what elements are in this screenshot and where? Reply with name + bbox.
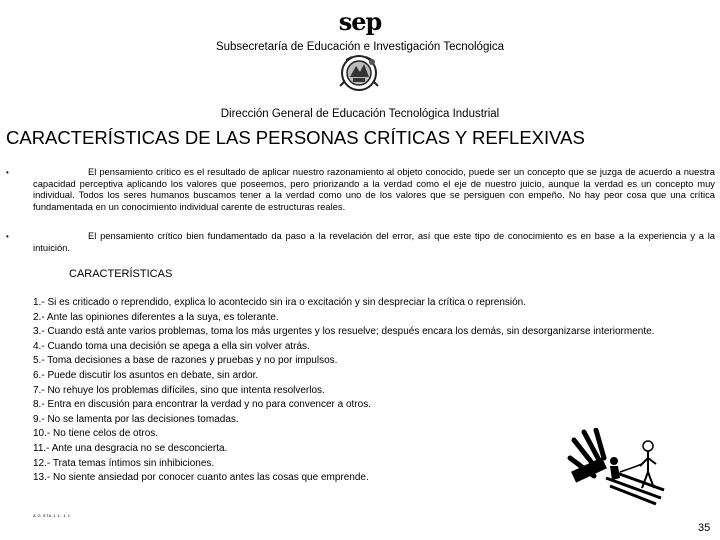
- list-item: 1.- Si es criticado o reprendido, explica lo acontecido sin ira o excitación y sin despreciar la crítica o reprensión.: [33, 297, 527, 308]
- list-item: 5.- Toma decisiones a base de razones y pruebas y no por impulsos.: [33, 355, 338, 367]
- direccion-heading: Dirección General de Educación Tecnológica Industrial: [220, 108, 500, 120]
- bullet-2: •: [6, 232, 9, 241]
- list-item: 12.- Trata temas íntimos sin inhibiciones.: [33, 457, 215, 469]
- footnote: A G STA 1 1. 1 1: [33, 513, 71, 518]
- institution-emblem-icon: [338, 52, 380, 94]
- list-item: 4.- Cuando toma una decisión se apega a ella sin volver atrás.: [33, 340, 310, 352]
- list-item: 13.- No siente ansiedad por conocer cuanto antes las cosas que emprende.: [33, 472, 369, 484]
- paragraph-1: El pensamiento crítico es el resultado de aplicar nuestro razonamiento al objeto conocido, puede ser un concepto que se juzga de acuerdo a nuestra capacidad perceptiva aplicando los valores que poseemos, pero priorizando a la verdad como el eje de nuestro juicio, aunque la verdad es un concepto muy individual. Todos los seres humanos buscamos tener a la verdad como uno de los valores que se persiguen con empeño. No hay peor cosa que una crítica fundamentada en un conocimiento individual carente de estructuras reales.: [33, 166, 715, 212]
- list-item: 6.- Puede discutir los asuntos en debate, sin ardor.: [33, 369, 259, 381]
- paragraph-2: El pensamiento crítico bien fundamentado da paso a la revelación del error, así que este tipo de conocimiento es en base a la experiencia y a la intuición.: [33, 230, 715, 253]
- characteristics-heading: CARACTERÍSTICAS: [69, 268, 173, 280]
- people-clipart-icon: [566, 428, 666, 508]
- page-title: CARACTERÍSTICAS DE LAS PERSONAS CRÍTICAS Y REFLEXIVAS: [6, 127, 585, 148]
- list-item: 2.- Ante las opiniones diferentes a la suya, es tolerante.: [33, 311, 279, 323]
- sep-logo: sep: [338, 7, 382, 36]
- list-item: 9.- No se lamenta por las decisiones tomadas.: [33, 413, 239, 425]
- list-item: 10.- No tiene celos de otros.: [33, 428, 159, 440]
- subsecretaria-heading: Subsecretaría de Educación e Investigación Tecnológica: [215, 41, 505, 53]
- bullet-1: •: [6, 168, 9, 177]
- list-item: 11.- Ante una desgracia no se desconcierta.: [33, 442, 228, 454]
- page-number: 35: [698, 522, 711, 534]
- list-item: 8.- Entra en discusión para encontrar la verdad y no para convencer a otros.: [33, 399, 371, 411]
- list-item: 3.- Cuando está ante varios problemas, toma los más urgentes y los resuelve; después encara los demás, sin desorganizarse interiormente.: [33, 326, 655, 338]
- list-item: 7.- No rehuye los problemas difíciles, sino que intenta resolverlos.: [33, 384, 325, 396]
